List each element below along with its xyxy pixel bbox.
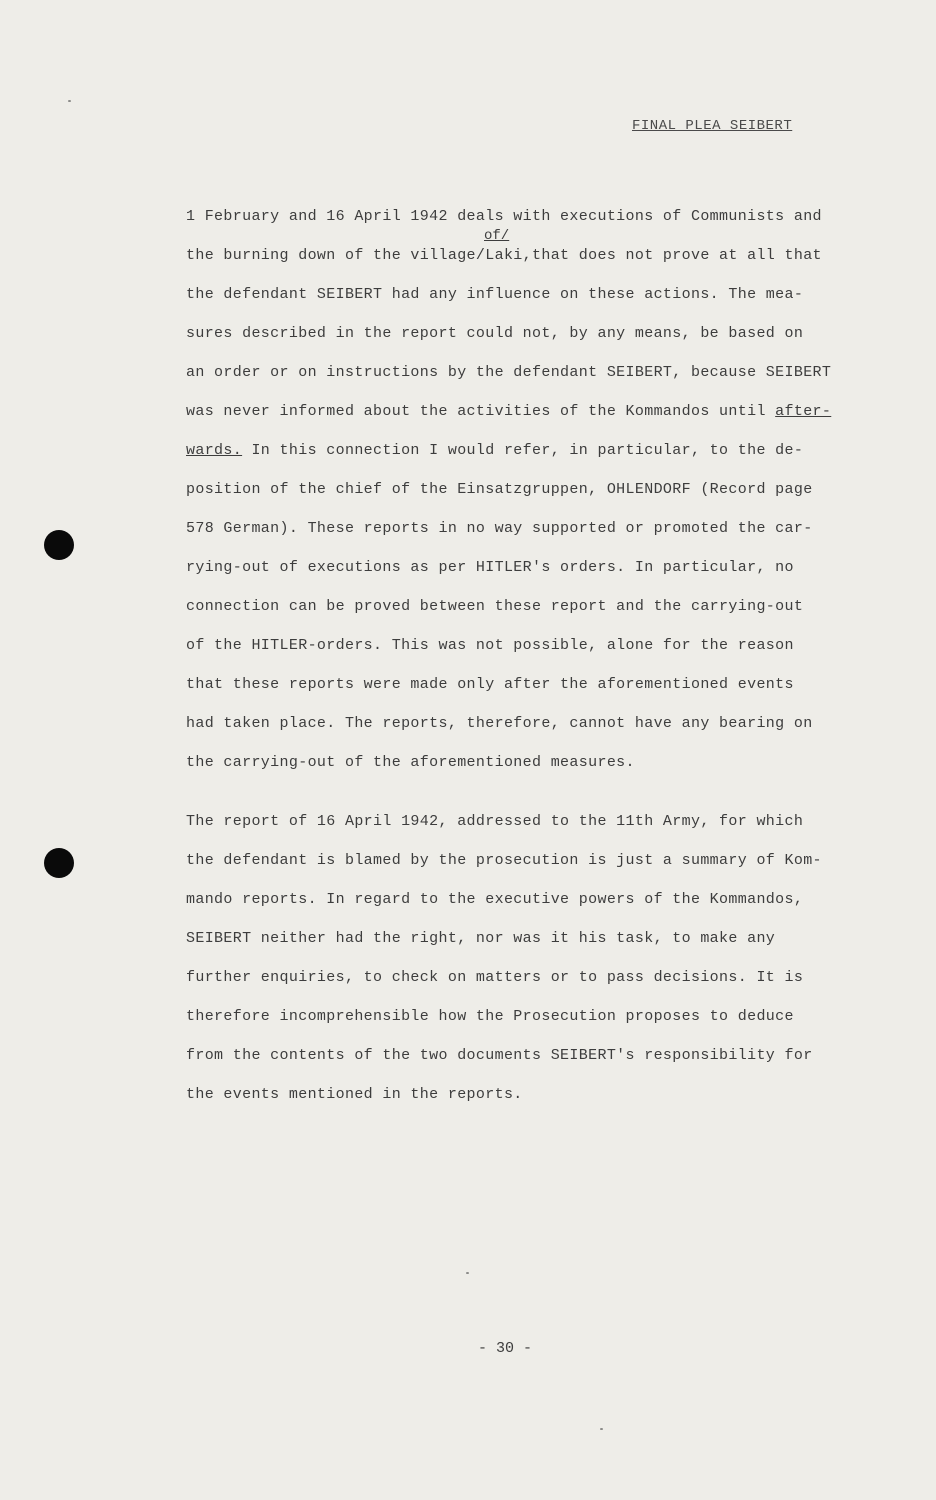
text-line: had taken place. The reports, therefore, cannot have any bearing on bbox=[186, 715, 813, 732]
text-line: the burning down of the village/Laki,that does not prove at all that bbox=[186, 247, 822, 264]
text-line: 1 February and 16 April 1942 deals with executions of Communists and bbox=[186, 208, 822, 225]
text-line: of the HITLER-orders. This was not possible, alone for the reason bbox=[186, 637, 794, 654]
text-line: rying-out of executions as per HITLER's orders. In particular, no bbox=[186, 559, 794, 576]
text-segment: In this connection I would refer, in particular, to the de- bbox=[242, 442, 804, 459]
punch-hole bbox=[44, 848, 74, 878]
document-header: FINAL PLEA SEIBERT bbox=[632, 118, 793, 134]
text-line: from the contents of the two documents SEIBERT's responsibility for bbox=[186, 1047, 813, 1064]
underlined-word: wards. bbox=[186, 442, 243, 459]
text-line: The report of 16 April 1942, addressed to the 11th Army, for which bbox=[186, 813, 804, 830]
text-line: the carrying-out of the aforementioned measures. bbox=[186, 754, 635, 771]
text-line: the events mentioned in the reports. bbox=[186, 1086, 523, 1103]
text-line: 578 German). These reports in no way supported or promoted the car- bbox=[186, 520, 813, 537]
text-line: mando reports. In regard to the executive powers of the Kommandos, bbox=[186, 891, 804, 908]
underlined-word: after- bbox=[775, 403, 832, 420]
paragraph-2 bbox=[186, 802, 846, 1114]
text-line: the defendant is blamed by the prosecution is just a summary of Kom- bbox=[186, 852, 822, 869]
text-line: further enquiries, to check on matters or to pass decisions. It is bbox=[186, 969, 804, 986]
text-line bbox=[186, 431, 846, 470]
text-line bbox=[186, 392, 846, 431]
text-line: the defendant SEIBERT had any influence on these actions. The mea- bbox=[186, 286, 804, 303]
paper-speck bbox=[600, 1428, 603, 1430]
text-segment: was never informed about the activities of the Kommandos until bbox=[186, 403, 776, 420]
text-line: SEIBERT neither had the right, nor was it his task, to make any bbox=[186, 930, 776, 947]
paper-speck bbox=[466, 1272, 469, 1274]
text-line: an order or on instructions by the defendant SEIBERT, because SEIBERT bbox=[186, 364, 832, 381]
punch-hole bbox=[44, 530, 74, 560]
text-line: sures described in the report could not, by any means, be based on bbox=[186, 325, 804, 342]
page-number: - 30 - bbox=[477, 1340, 532, 1357]
text-line: position of the chief of the Einsatzgruppen, OHLENDORF (Record page bbox=[186, 481, 813, 498]
text-line: connection can be proved between these report and the carrying-out bbox=[186, 598, 804, 615]
text-line: therefore incomprehensible how the Prosecution proposes to deduce bbox=[186, 1008, 794, 1025]
text-line: that these reports were made only after the aforementioned events bbox=[186, 676, 794, 693]
handwritten-insertion: of/ bbox=[484, 228, 510, 244]
paragraph-1 bbox=[186, 197, 846, 782]
paper-speck bbox=[68, 100, 71, 102]
